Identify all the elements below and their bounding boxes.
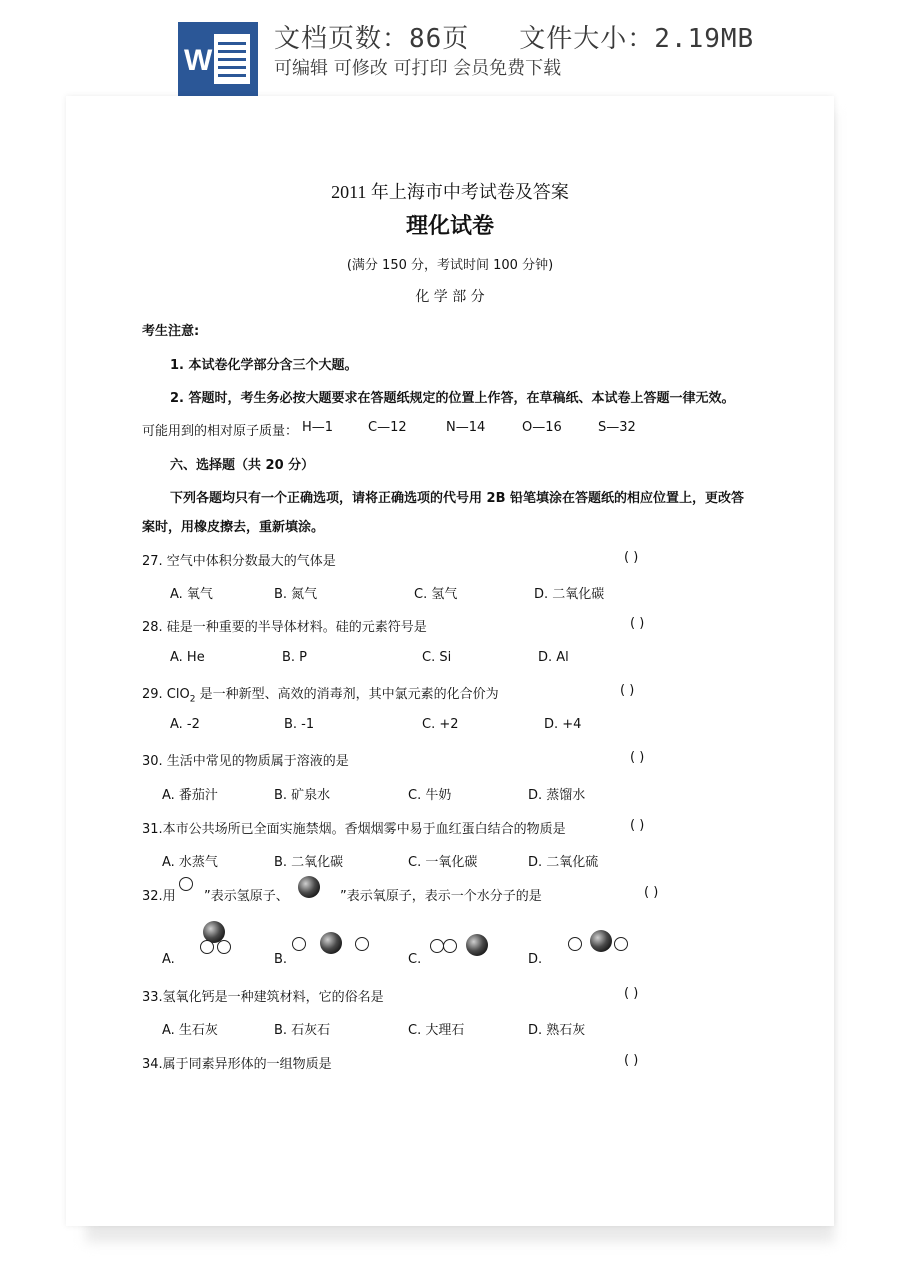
q31-stem: 31.本市公共场所已全面实施禁烟。香烟烟雾中易于血红蛋白结合的物质是 (142, 822, 566, 837)
word-icon (178, 22, 258, 96)
q32-option-b: B. (274, 952, 288, 967)
q33-option-d: D. 熟石灰 (528, 1023, 586, 1038)
q28-option-a: A. He (170, 650, 205, 665)
q32-option-a: A. (162, 952, 175, 967)
q28-stem: 28. 硅是一种重要的半导体材料。硅的元素符号是 (142, 620, 427, 635)
molecule-b-icon (290, 930, 372, 958)
q33-answer-blank: ( ) (624, 986, 639, 1001)
file-info: 文档页数：86页 文件大小：2.19MB (274, 24, 755, 54)
q27-option-a: A. 氧气 (170, 587, 213, 602)
q32-stem-start: 32.用 (142, 889, 176, 904)
oxygen-atom-legend-icon (296, 874, 322, 900)
q28-answer-blank: ( ) (630, 616, 645, 631)
file-features: 可编辑 可修改 可打印 会员免费下载 (274, 58, 562, 79)
q27-stem: 27. 空气中体积分数最大的气体是 (142, 554, 336, 569)
q29-option-d: D. +4 (544, 717, 582, 732)
notice-1: 1. 本试卷化学部分含三个大题。 (170, 358, 358, 373)
molecule-c-icon (428, 932, 494, 960)
molecule-a-icon (196, 918, 236, 958)
atomic-mass-n: N—14 (446, 420, 486, 435)
svg-text:W: W (184, 44, 213, 77)
hydrogen-atom-legend-icon (178, 876, 194, 892)
document-page (66, 96, 834, 1226)
q30-option-c: C. 牛奶 (408, 788, 452, 803)
q34-answer-blank: ( ) (624, 1053, 639, 1068)
q28-option-d: D. Al (538, 650, 569, 665)
q33-option-a: A. 生石灰 (162, 1023, 218, 1038)
q34-stem: 34.属于同素异形体的一组物质是 (142, 1057, 332, 1072)
q32-option-c: C. (408, 952, 422, 967)
atomic-mass-label: 可能用到的相对原子质量： (142, 424, 299, 439)
q33-stem: 33.氢氧化钙是一种建筑材料，它的俗名是 (142, 990, 384, 1005)
q27-option-b: B. 氮气 (274, 587, 318, 602)
exam-title: 2011 年上海市中考试卷及答案 (331, 182, 569, 202)
q29-answer-blank: ( ) (620, 683, 635, 698)
q31-answer-blank: ( ) (630, 818, 645, 833)
q29-option-b: B. -1 (284, 717, 315, 732)
download-banner (0, 0, 900, 96)
q30-option-a: A. 番茄汁 (162, 788, 218, 803)
instruction-line1: 下列各题均只有一个正确选项，请将正确选项的代号用 2B 铅笔填涂在答题纸的相应位置上，更改答 (170, 491, 745, 506)
q27-option-c: C. 氢气 (414, 587, 458, 602)
q32-stem-middle: ”表示氢原子、 (204, 889, 289, 904)
atomic-mass-o: O—16 (522, 420, 562, 435)
q30-option-d: D. 蒸馏水 (528, 788, 586, 803)
q27-answer-blank: ( ) (624, 550, 639, 565)
q28-option-c: C. Si (422, 650, 452, 665)
section-heading: 化 学 部 分 (415, 289, 485, 305)
instruction-line2: 案时，用橡皮擦去，重新填涂。 (142, 520, 325, 535)
exam-subtitle: (满分 150 分，考试时间 100 分钟) (346, 258, 554, 273)
q33-option-c: C. 大理石 (408, 1023, 465, 1038)
part6-heading: 六、选择题（共 20 分） (170, 458, 315, 473)
q30-stem: 30. 生活中常见的物质属于溶液的是 (142, 754, 349, 769)
q33-option-b: B. 石灰石 (274, 1023, 331, 1038)
q28-option-b: B. P (282, 650, 308, 665)
atomic-mass-h: H—1 (302, 420, 334, 435)
q30-option-b: B. 矿泉水 (274, 788, 331, 803)
q31-option-b: B. 二氧化碳 (274, 855, 344, 870)
q31-option-a: A. 水蒸气 (162, 855, 218, 870)
atomic-mass-s: S—32 (598, 420, 636, 435)
notice-2: 2. 答题时，考生务必按大题要求在答题纸规定的位置上作答，在草稿纸、本试卷上答题一律无效。 (170, 391, 735, 406)
q32-stem-end: ”表示氧原子，表示一个水分子的是 (340, 889, 542, 904)
q27-option-d: D. 二氧化碳 (534, 587, 605, 602)
molecule-d-icon (566, 928, 632, 956)
q32-answer-blank: ( ) (644, 885, 659, 900)
atomic-mass-c: C—12 (368, 420, 407, 435)
q31-option-d: D. 二氧化硫 (528, 855, 599, 870)
exam-subject: 理化试卷 (405, 214, 494, 239)
q31-option-c: C. 一氧化碳 (408, 855, 478, 870)
q29-stem: 29. ClO$_2$ 是一种新型、高效的消毒剂，其中氯元素的化合价为 (142, 687, 499, 705)
q29-option-a: A. -2 (170, 717, 200, 732)
notice-heading: 考生注意: (142, 324, 200, 339)
q30-answer-blank: ( ) (630, 750, 645, 765)
q29-option-c: C. +2 (422, 717, 459, 732)
q32-option-d: D. (528, 952, 543, 967)
